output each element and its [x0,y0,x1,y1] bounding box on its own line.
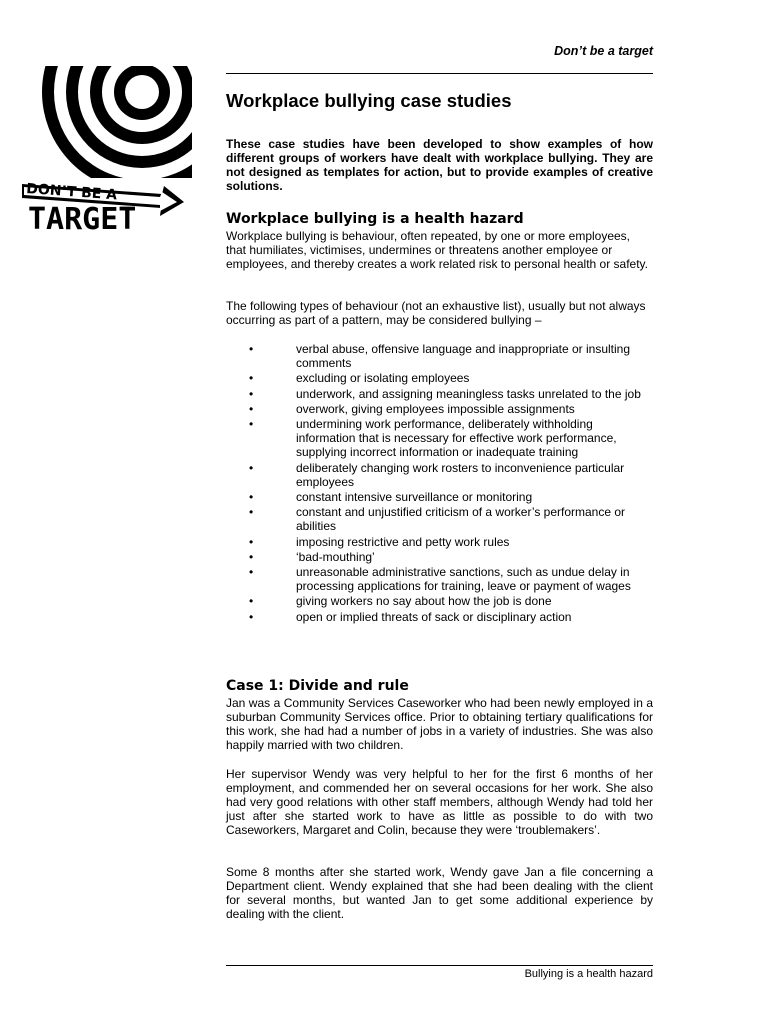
list-item [226,402,653,416]
list-item-text: undermining work performance, deliberately withholding information that is necessary for effective work performance, supplying incorrect information or inadequate training [296,417,617,460]
list-item [226,565,653,593]
target-logo-graphic [22,66,192,236]
list-item-text: constant intensive surveillance or monitoring [296,490,533,505]
case1-paragraph-2: Her supervisor Wendy was very helpful to her for the first 6 months of her employment, and commended her on several occasions for her work. She also had very good relations with other staff members, although Wendy had told her just after she started work to have as little as possible to do with two Caseworkers, Margaret and Colin, because they were ‘troublemakers’. [226,767,653,837]
header-rule [226,73,653,74]
bullet-icon: • [249,594,254,609]
bullet-icon: • [249,386,254,401]
list-item [226,535,653,549]
bullying-behaviour-list [226,342,653,625]
list-item-text: open or implied threats of sack or disciplinary action [296,609,572,624]
list-item [226,387,653,401]
case1-heading: Case 1: Divide and rule [226,678,409,694]
list-item [226,417,653,460]
list-item-text: underwork, and assigning meaningless tasks unrelated to the job [296,386,641,401]
list-item-text: deliberately changing work rosters to inconvenience particular employees [296,460,625,489]
list-item-text: ‘bad-mouthing’ [296,549,375,564]
header-title: Don’t be a target [554,44,653,58]
bullet-icon: • [249,342,254,356]
logo-line1: DON’T BE A [25,181,118,204]
footer-rule [226,965,653,966]
definition-paragraph: Workplace bullying is behaviour, often repeated, by one or more employees, that humiliates, victimises, undermines or threatens another employee or employees, and thereby creates a work related risk to personal health or safety. [226,229,648,271]
logo-line2: TARGET [28,202,137,236]
list-item [226,594,653,608]
bullet-icon: • [249,549,254,564]
list-item [226,550,653,564]
footer-text: Bullying is a health hazard [524,968,653,980]
behaviour-intro-paragraph: The following types of behaviour (not an exhaustive list), usually but not always occurring as part of a pattern, may be considered bullying – [226,299,646,327]
list-item-text: overwork, giving employees impossible assignments [296,401,575,416]
list-item [226,342,653,370]
list-item [226,461,653,489]
bullet-icon: • [249,534,254,549]
list-item [226,610,653,624]
page-title: Workplace bullying case studies [226,90,512,111]
list-item-text: unreasonable administrative sanctions, such as undue delay in processing applications for training, leave or payment of wages [296,565,631,594]
list-item-text: verbal abuse, offensive language and inappropriate or insulting comments [296,342,631,371]
case1-paragraph-1: Jan was a Community Services Caseworker who had been newly employed in a suburban Community Services office. Prior to obtaining tertiary qualifications for this work, she had had a number of jobs in a variety of industries. She was also happily married with two children. [226,696,653,752]
bullet-icon: • [249,490,254,505]
section-heading-health-hazard: Workplace bullying is a health hazard [226,211,524,227]
dont-be-a-target-logo [22,66,192,236]
bullet-icon: • [249,565,254,580]
case1-paragraph-3: Some 8 months after she started work, Wendy gave Jan a file concerning a Department client. Wendy explained that she had been dealing with the client for several months, but wanted Jan to get some additional experience by dealing with the client. [226,865,653,921]
bullet-icon: • [249,609,254,624]
bullet-icon: • [249,460,254,475]
bullet-icon: • [249,505,254,520]
list-item [226,505,653,533]
bullet-icon: • [249,401,254,416]
intro-paragraph: These case studies have been developed to show examples of how different groups of workers have dealt with workplace bullying. They are not designed as templates for action, but to provide examples of creative solutions. [226,137,653,193]
list-item-text: giving workers no say about how the job is done [296,594,552,609]
list-item-text: excluding or isolating employees [296,371,470,386]
list-item [226,371,653,385]
list-item [226,490,653,504]
list-item-text: imposing restrictive and petty work rules [296,534,510,549]
bullet-icon: • [249,371,254,386]
list-item-text: constant and unjustified criticism of a worker’s performance or abilities [296,505,626,534]
bullet-icon: • [249,417,254,432]
